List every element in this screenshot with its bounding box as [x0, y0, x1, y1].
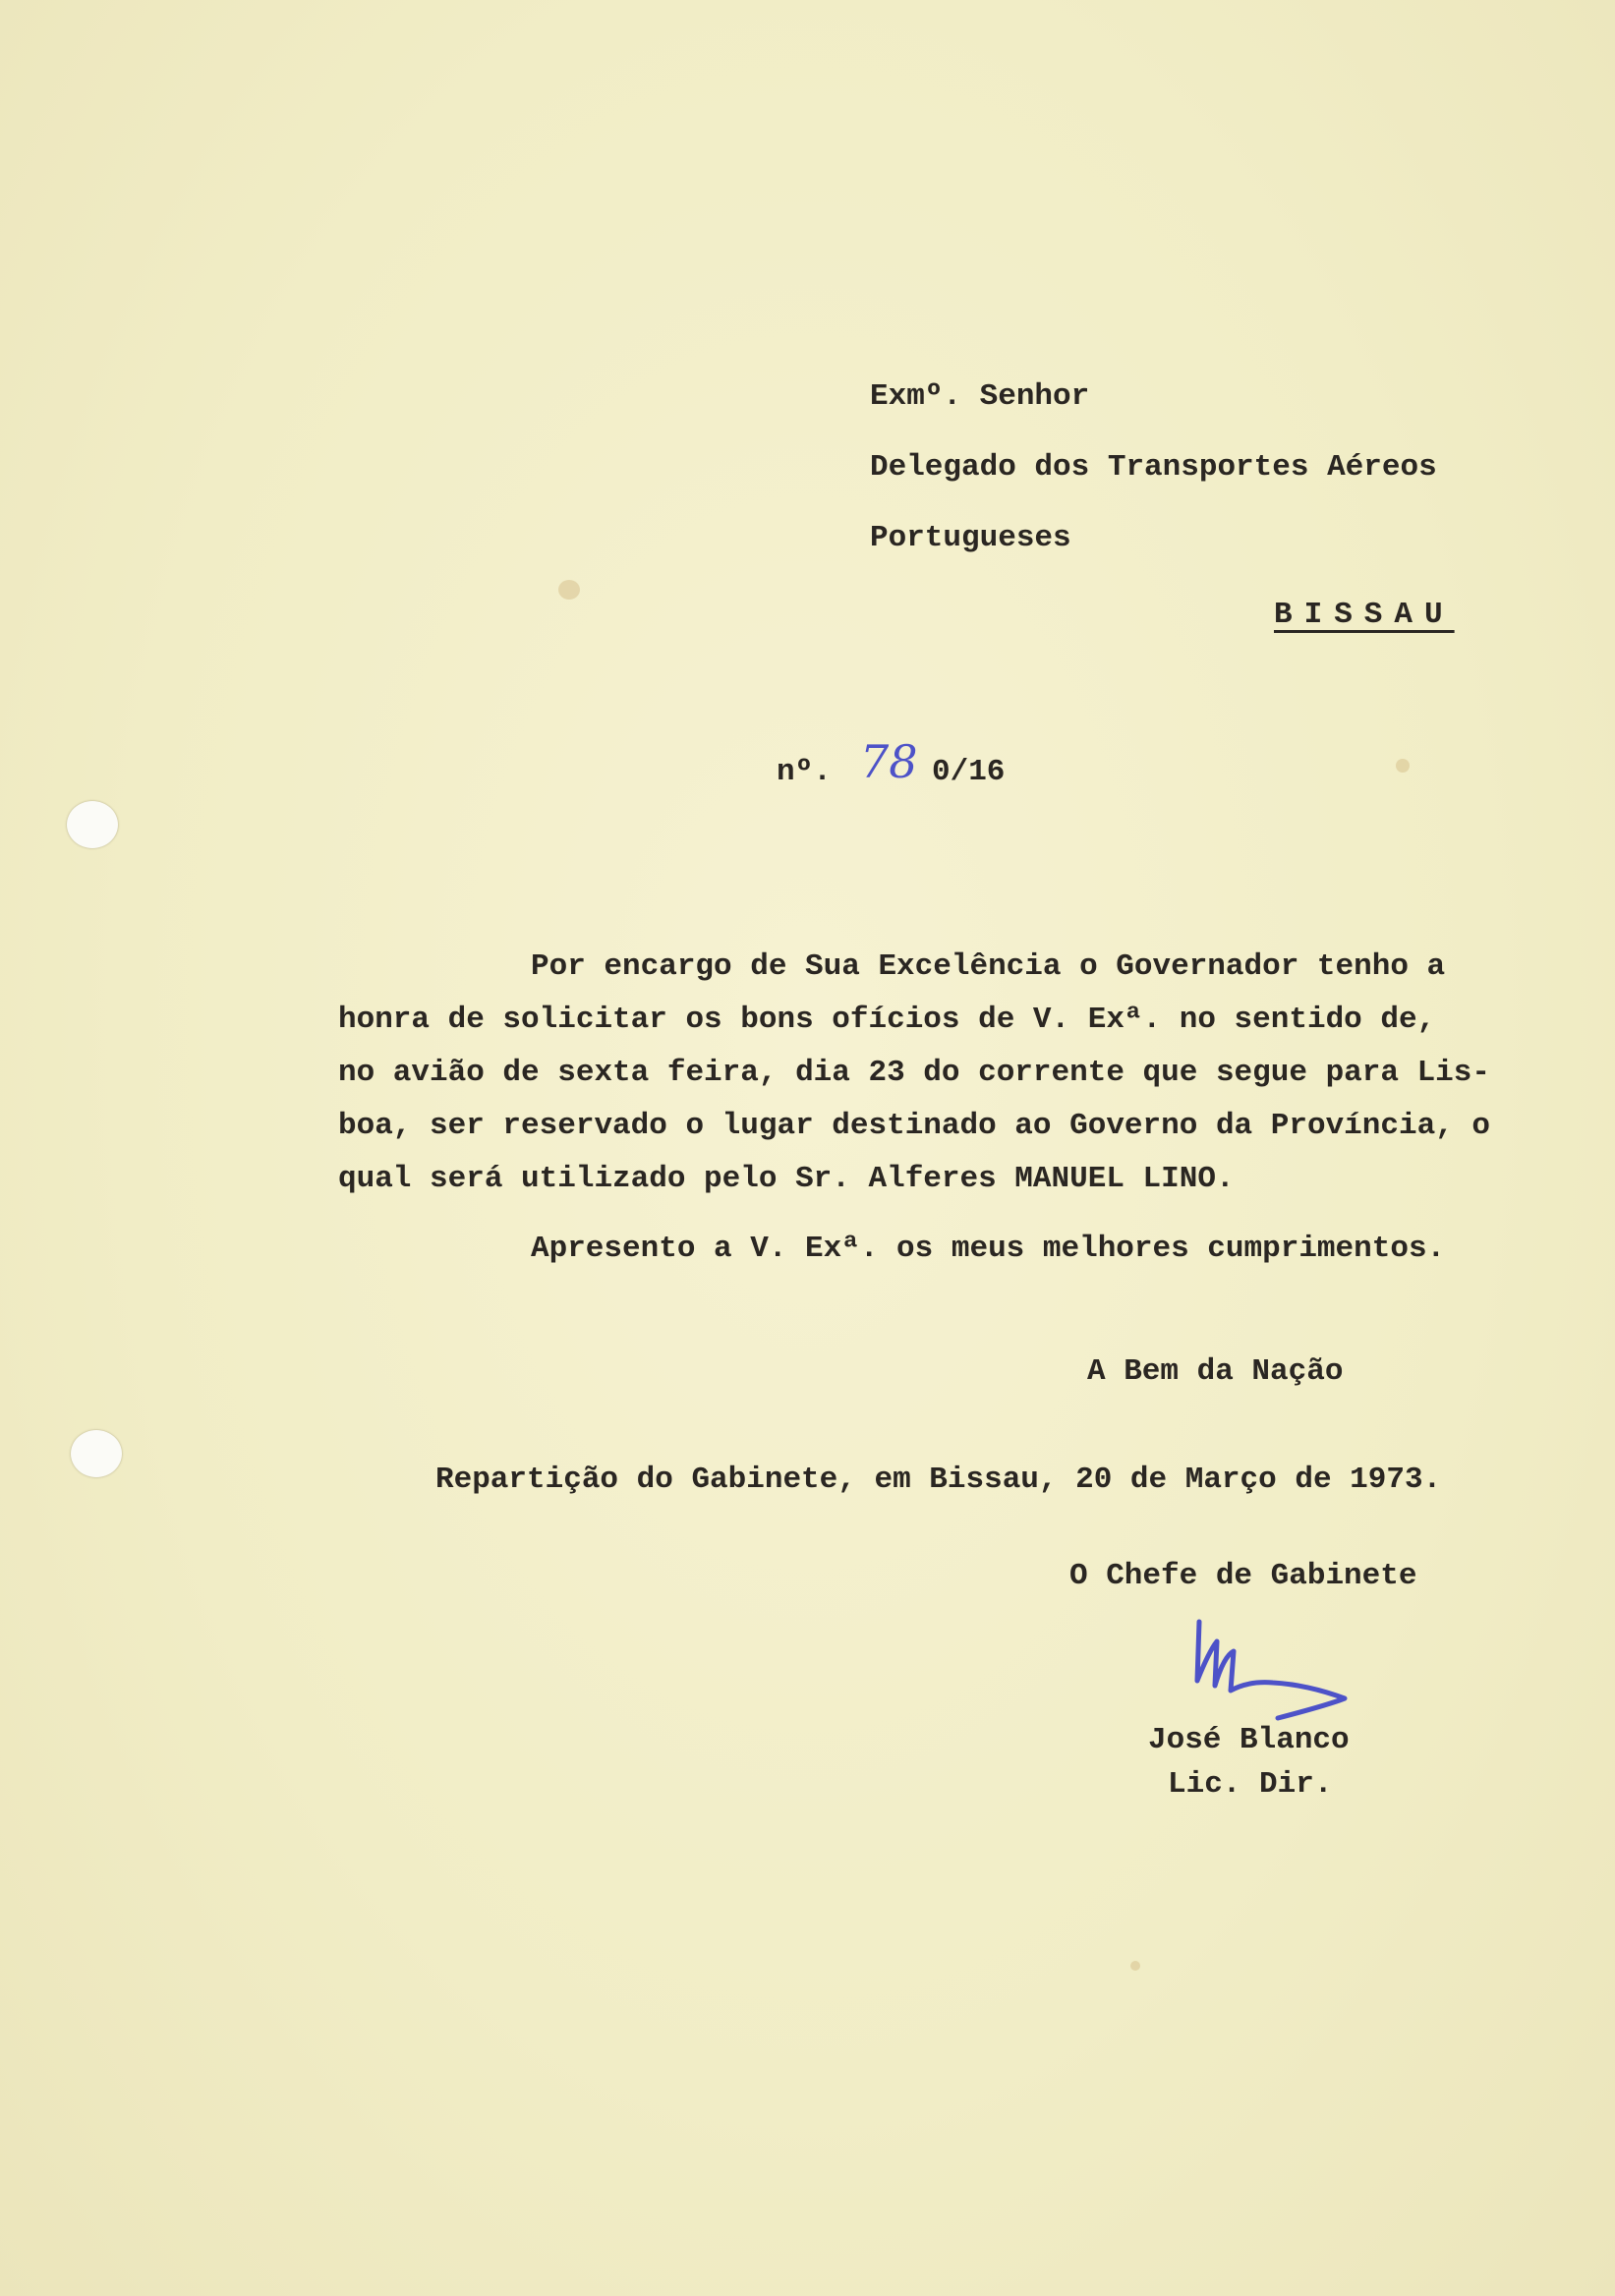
- signatory-title: Lic. Dir.: [1168, 1767, 1333, 1802]
- body-line: Por encargo de Sua Excelência o Governador tenho a: [531, 949, 1446, 984]
- body-line: no avião de sexta feira, dia 23 do corrente que segue para Lis-: [338, 1056, 1490, 1090]
- stain: [1130, 1961, 1140, 1971]
- stain: [1396, 759, 1410, 773]
- reference-prefix: nº.: [777, 755, 832, 789]
- body-line: boa, ser reservado o lugar destinado ao Governo da Província, o: [338, 1109, 1490, 1143]
- reference-suffix: 0/16: [932, 755, 1006, 789]
- addressee-salutation: Exmº. Senhor: [870, 379, 1090, 414]
- punch-hole-bottom: [71, 1430, 122, 1477]
- signatory-name: José Blanco: [1148, 1723, 1350, 1757]
- body-line: honra de solicitar os bons ofícios de V. Exª. no sentido de,: [338, 1003, 1436, 1037]
- addressee-line-1: Delegado dos Transportes Aéreos: [870, 450, 1437, 485]
- addressee-city: BISSAU: [1274, 598, 1455, 632]
- stain: [558, 580, 580, 600]
- place-date: Repartição do Gabinete, em Bissau, 20 de Março de 1973.: [435, 1463, 1442, 1497]
- motto: A Bem da Nação: [1087, 1354, 1344, 1389]
- punch-hole-top: [67, 801, 118, 848]
- handwritten-reference-number: 78: [860, 735, 918, 788]
- signature-mark: [1180, 1612, 1376, 1740]
- body-line: qual será utilizado pelo Sr. Alferes MANUEL LINO.: [338, 1162, 1235, 1196]
- signatory-role: O Chefe de Gabinete: [1069, 1559, 1417, 1593]
- addressee-line-2: Portugueses: [870, 521, 1071, 555]
- body-closing-line: Apresento a V. Exª. os meus melhores cumprimentos.: [531, 1232, 1446, 1266]
